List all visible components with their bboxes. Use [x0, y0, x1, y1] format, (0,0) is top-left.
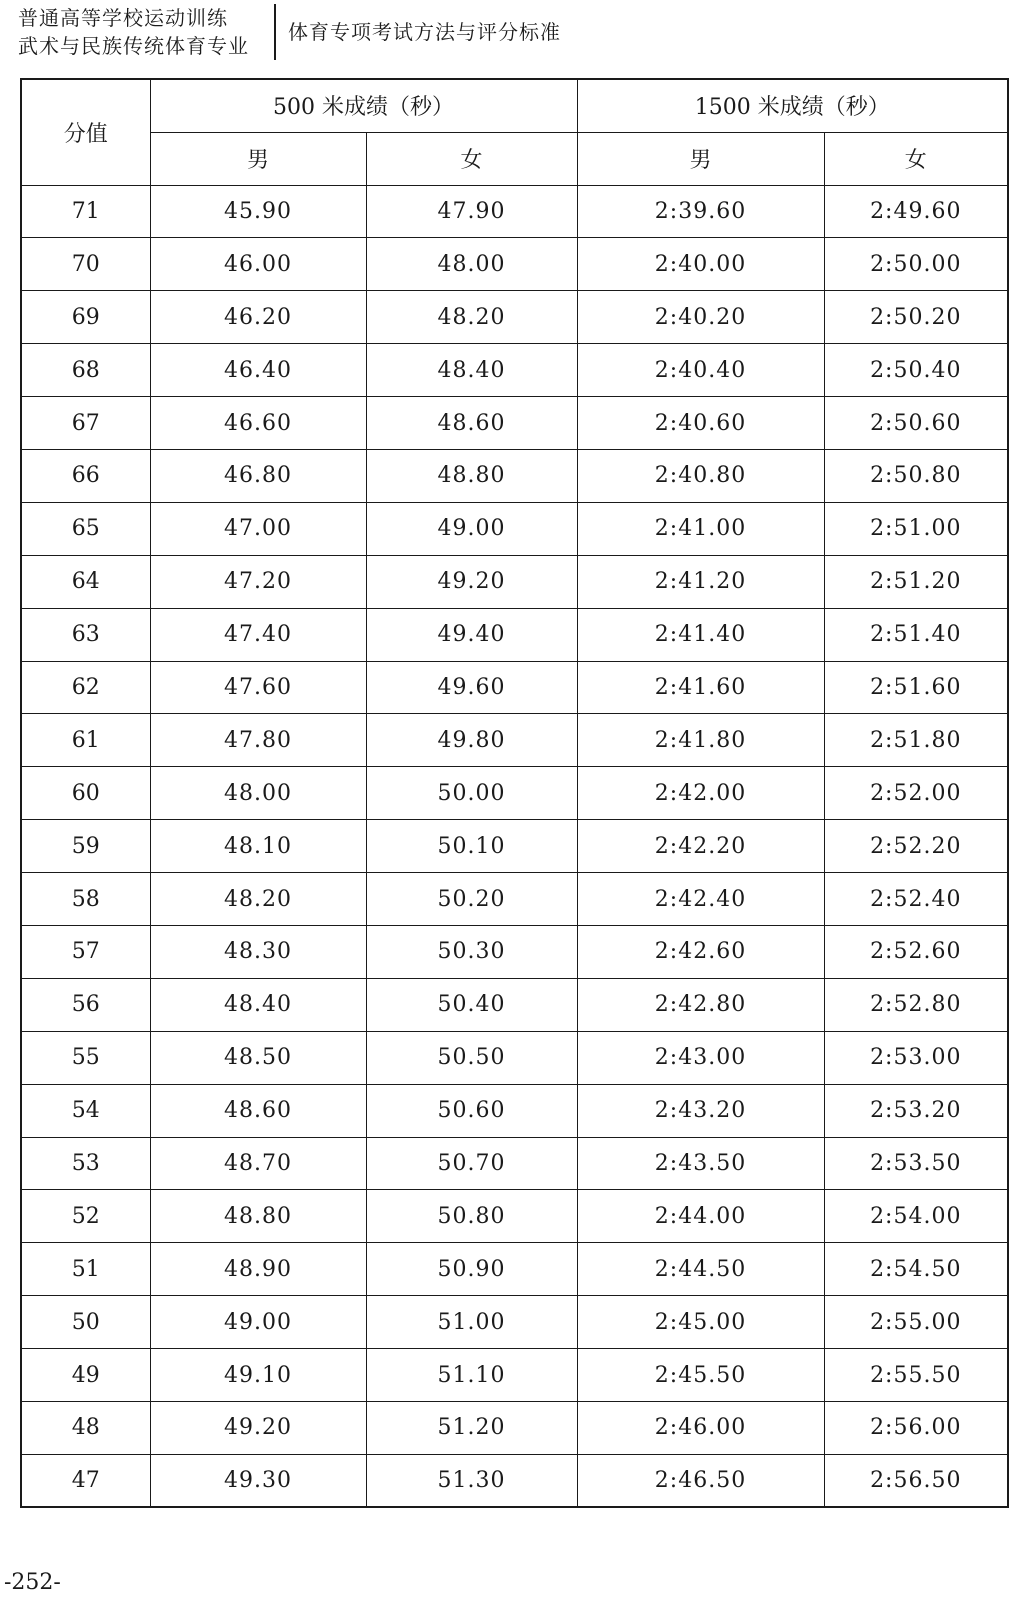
male-500m-cell: 48.60	[150, 1084, 366, 1137]
score-cell: 60	[21, 767, 150, 820]
male-1500m-header: 男	[577, 132, 824, 185]
male-1500m-cell: 2:39.60	[577, 185, 824, 238]
female-1500m-cell: 2:50.80	[824, 449, 1008, 502]
score-cell: 57	[21, 925, 150, 978]
running-head-left	[18, 4, 270, 60]
score-cell: 71	[21, 185, 150, 238]
score-cell: 59	[21, 820, 150, 873]
female-1500m-cell: 2:49.60	[824, 185, 1008, 238]
male-1500m-cell: 2:44.50	[577, 1243, 824, 1296]
male-1500m-cell: 2:43.00	[577, 1031, 824, 1084]
female-1500m-cell: 2:52.80	[824, 978, 1008, 1031]
female-500m-cell: 49.80	[366, 714, 577, 767]
score-cell: 49	[21, 1349, 150, 1402]
header-divider	[274, 4, 276, 60]
group-header-500m: 500 米成绩（秒）	[150, 79, 577, 132]
female-1500m-cell: 2:52.40	[824, 873, 1008, 926]
female-1500m-cell: 2:53.00	[824, 1031, 1008, 1084]
page-header	[0, 0, 1031, 64]
female-1500m-cell: 2:51.60	[824, 661, 1008, 714]
male-500m-cell: 48.90	[150, 1243, 366, 1296]
female-1500m-cell: 2:53.50	[824, 1137, 1008, 1190]
scoring-table	[20, 78, 1009, 1508]
male-500m-cell: 48.50	[150, 1031, 366, 1084]
male-500m-cell: 45.90	[150, 185, 366, 238]
female-1500m-cell: 2:51.40	[824, 608, 1008, 661]
male-500m-cell: 46.40	[150, 344, 366, 397]
male-500m-cell: 46.00	[150, 238, 366, 291]
male-1500m-cell: 2:41.00	[577, 502, 824, 555]
male-500m-cell: 49.00	[150, 1296, 366, 1349]
female-500m-cell: 50.20	[366, 873, 577, 926]
score-cell: 64	[21, 555, 150, 608]
female-500m-cell: 50.60	[366, 1084, 577, 1137]
table-row	[21, 238, 1008, 291]
table-row	[21, 767, 1008, 820]
table-row	[21, 291, 1008, 344]
male-1500m-cell: 2:45.00	[577, 1296, 824, 1349]
table-body	[21, 185, 1008, 1507]
male-500m-cell: 49.30	[150, 1454, 366, 1507]
page-number: -252-	[4, 1570, 61, 1595]
male-1500m-cell: 2:46.00	[577, 1401, 824, 1454]
female-1500m-cell: 2:52.20	[824, 820, 1008, 873]
male-500m-cell: 46.80	[150, 449, 366, 502]
male-1500m-cell: 2:46.50	[577, 1454, 824, 1507]
female-500m-cell: 49.20	[366, 555, 577, 608]
male-1500m-cell: 2:40.60	[577, 397, 824, 450]
male-1500m-cell: 2:41.80	[577, 714, 824, 767]
table-row	[21, 1454, 1008, 1507]
female-500m-cell: 51.20	[366, 1401, 577, 1454]
score-cell: 69	[21, 291, 150, 344]
table-row	[21, 1084, 1008, 1137]
score-cell: 51	[21, 1243, 150, 1296]
score-cell: 68	[21, 344, 150, 397]
table-row	[21, 1031, 1008, 1084]
score-cell: 53	[21, 1137, 150, 1190]
table-row	[21, 1243, 1008, 1296]
female-1500m-cell: 2:55.00	[824, 1296, 1008, 1349]
male-1500m-cell: 2:40.00	[577, 238, 824, 291]
male-1500m-cell: 2:42.80	[577, 978, 824, 1031]
male-500m-cell: 47.60	[150, 661, 366, 714]
score-cell: 47	[21, 1454, 150, 1507]
female-1500m-cell: 2:52.00	[824, 767, 1008, 820]
male-500m-cell: 47.80	[150, 714, 366, 767]
male-500m-cell: 48.00	[150, 767, 366, 820]
female-500m-cell: 49.00	[366, 502, 577, 555]
score-column-header: 分值	[21, 79, 150, 185]
header-row-groups	[21, 79, 1008, 132]
male-1500m-cell: 2:45.50	[577, 1349, 824, 1402]
male-1500m-cell: 2:42.20	[577, 820, 824, 873]
group-header-1500m: 1500 米成绩（秒）	[577, 79, 1008, 132]
score-cell: 67	[21, 397, 150, 450]
male-500m-cell: 49.10	[150, 1349, 366, 1402]
score-cell: 58	[21, 873, 150, 926]
female-500m-cell: 48.20	[366, 291, 577, 344]
female-1500m-cell: 2:56.00	[824, 1401, 1008, 1454]
male-500m-header: 男	[150, 132, 366, 185]
female-1500m-cell: 2:55.50	[824, 1349, 1008, 1402]
female-500m-cell: 50.00	[366, 767, 577, 820]
table-row	[21, 714, 1008, 767]
female-500m-header: 女	[366, 132, 577, 185]
female-1500m-cell: 2:51.00	[824, 502, 1008, 555]
male-1500m-cell: 2:41.60	[577, 661, 824, 714]
score-cell: 54	[21, 1084, 150, 1137]
male-1500m-cell: 2:40.40	[577, 344, 824, 397]
table-row	[21, 502, 1008, 555]
header-row-gender	[21, 132, 1008, 185]
female-500m-cell: 50.40	[366, 978, 577, 1031]
male-500m-cell: 49.20	[150, 1401, 366, 1454]
score-cell: 66	[21, 449, 150, 502]
table-row	[21, 978, 1008, 1031]
female-500m-cell: 50.80	[366, 1190, 577, 1243]
female-1500m-cell: 2:51.80	[824, 714, 1008, 767]
score-cell: 61	[21, 714, 150, 767]
running-head-right: 体育专项考试方法与评分标准	[288, 20, 561, 44]
male-1500m-cell: 2:41.40	[577, 608, 824, 661]
table-row	[21, 449, 1008, 502]
male-500m-cell: 46.20	[150, 291, 366, 344]
female-500m-cell: 50.10	[366, 820, 577, 873]
score-cell: 62	[21, 661, 150, 714]
male-1500m-cell: 2:41.20	[577, 555, 824, 608]
table-row	[21, 1296, 1008, 1349]
male-500m-cell: 46.60	[150, 397, 366, 450]
score-cell: 63	[21, 608, 150, 661]
score-cell: 65	[21, 502, 150, 555]
female-500m-cell: 48.00	[366, 238, 577, 291]
female-500m-cell: 50.70	[366, 1137, 577, 1190]
table-row	[21, 1190, 1008, 1243]
female-500m-cell: 51.10	[366, 1349, 577, 1402]
table-row	[21, 555, 1008, 608]
table-row	[21, 608, 1008, 661]
male-1500m-cell: 2:44.00	[577, 1190, 824, 1243]
female-500m-cell: 49.60	[366, 661, 577, 714]
female-1500m-header: 女	[824, 132, 1008, 185]
male-500m-cell: 48.30	[150, 925, 366, 978]
male-1500m-cell: 2:40.20	[577, 291, 824, 344]
female-500m-cell: 51.00	[366, 1296, 577, 1349]
male-500m-cell: 47.00	[150, 502, 366, 555]
male-1500m-cell: 2:40.80	[577, 449, 824, 502]
female-500m-cell: 48.80	[366, 449, 577, 502]
male-1500m-cell: 2:43.50	[577, 1137, 824, 1190]
male-500m-cell: 48.70	[150, 1137, 366, 1190]
score-cell: 50	[21, 1296, 150, 1349]
male-500m-cell: 48.80	[150, 1190, 366, 1243]
male-1500m-cell: 2:43.20	[577, 1084, 824, 1137]
female-500m-cell: 50.50	[366, 1031, 577, 1084]
table-row	[21, 1401, 1008, 1454]
female-1500m-cell: 2:50.60	[824, 397, 1008, 450]
female-1500m-cell: 2:50.40	[824, 344, 1008, 397]
female-500m-cell: 50.90	[366, 1243, 577, 1296]
table-row	[21, 661, 1008, 714]
table-row	[21, 925, 1008, 978]
male-500m-cell: 47.20	[150, 555, 366, 608]
female-1500m-cell: 2:54.00	[824, 1190, 1008, 1243]
score-cell: 48	[21, 1401, 150, 1454]
female-1500m-cell: 2:54.50	[824, 1243, 1008, 1296]
male-500m-cell: 48.40	[150, 978, 366, 1031]
male-1500m-cell: 2:42.60	[577, 925, 824, 978]
score-cell: 52	[21, 1190, 150, 1243]
female-1500m-cell: 2:53.20	[824, 1084, 1008, 1137]
female-1500m-cell: 2:50.20	[824, 291, 1008, 344]
running-head-line-2: 武术与民族传统体育专业	[18, 34, 249, 58]
female-1500m-cell: 2:51.20	[824, 555, 1008, 608]
female-500m-cell: 48.40	[366, 344, 577, 397]
male-500m-cell: 48.10	[150, 820, 366, 873]
female-500m-cell: 47.90	[366, 185, 577, 238]
table-row	[21, 1137, 1008, 1190]
table-row	[21, 820, 1008, 873]
running-head-line-1: 普通高等学校运动训练	[18, 6, 228, 30]
male-500m-cell: 47.40	[150, 608, 366, 661]
table-row	[21, 344, 1008, 397]
female-500m-cell: 51.30	[366, 1454, 577, 1507]
table-row	[21, 873, 1008, 926]
score-cell: 55	[21, 1031, 150, 1084]
male-1500m-cell: 2:42.00	[577, 767, 824, 820]
table-row	[21, 185, 1008, 238]
female-1500m-cell: 2:52.60	[824, 925, 1008, 978]
female-500m-cell: 48.60	[366, 397, 577, 450]
female-500m-cell: 49.40	[366, 608, 577, 661]
male-1500m-cell: 2:42.40	[577, 873, 824, 926]
female-500m-cell: 50.30	[366, 925, 577, 978]
table-header	[21, 79, 1008, 185]
male-500m-cell: 48.20	[150, 873, 366, 926]
table-row	[21, 1349, 1008, 1402]
table-row	[21, 397, 1008, 450]
score-cell: 56	[21, 978, 150, 1031]
female-1500m-cell: 2:50.00	[824, 238, 1008, 291]
female-1500m-cell: 2:56.50	[824, 1454, 1008, 1507]
score-cell: 70	[21, 238, 150, 291]
